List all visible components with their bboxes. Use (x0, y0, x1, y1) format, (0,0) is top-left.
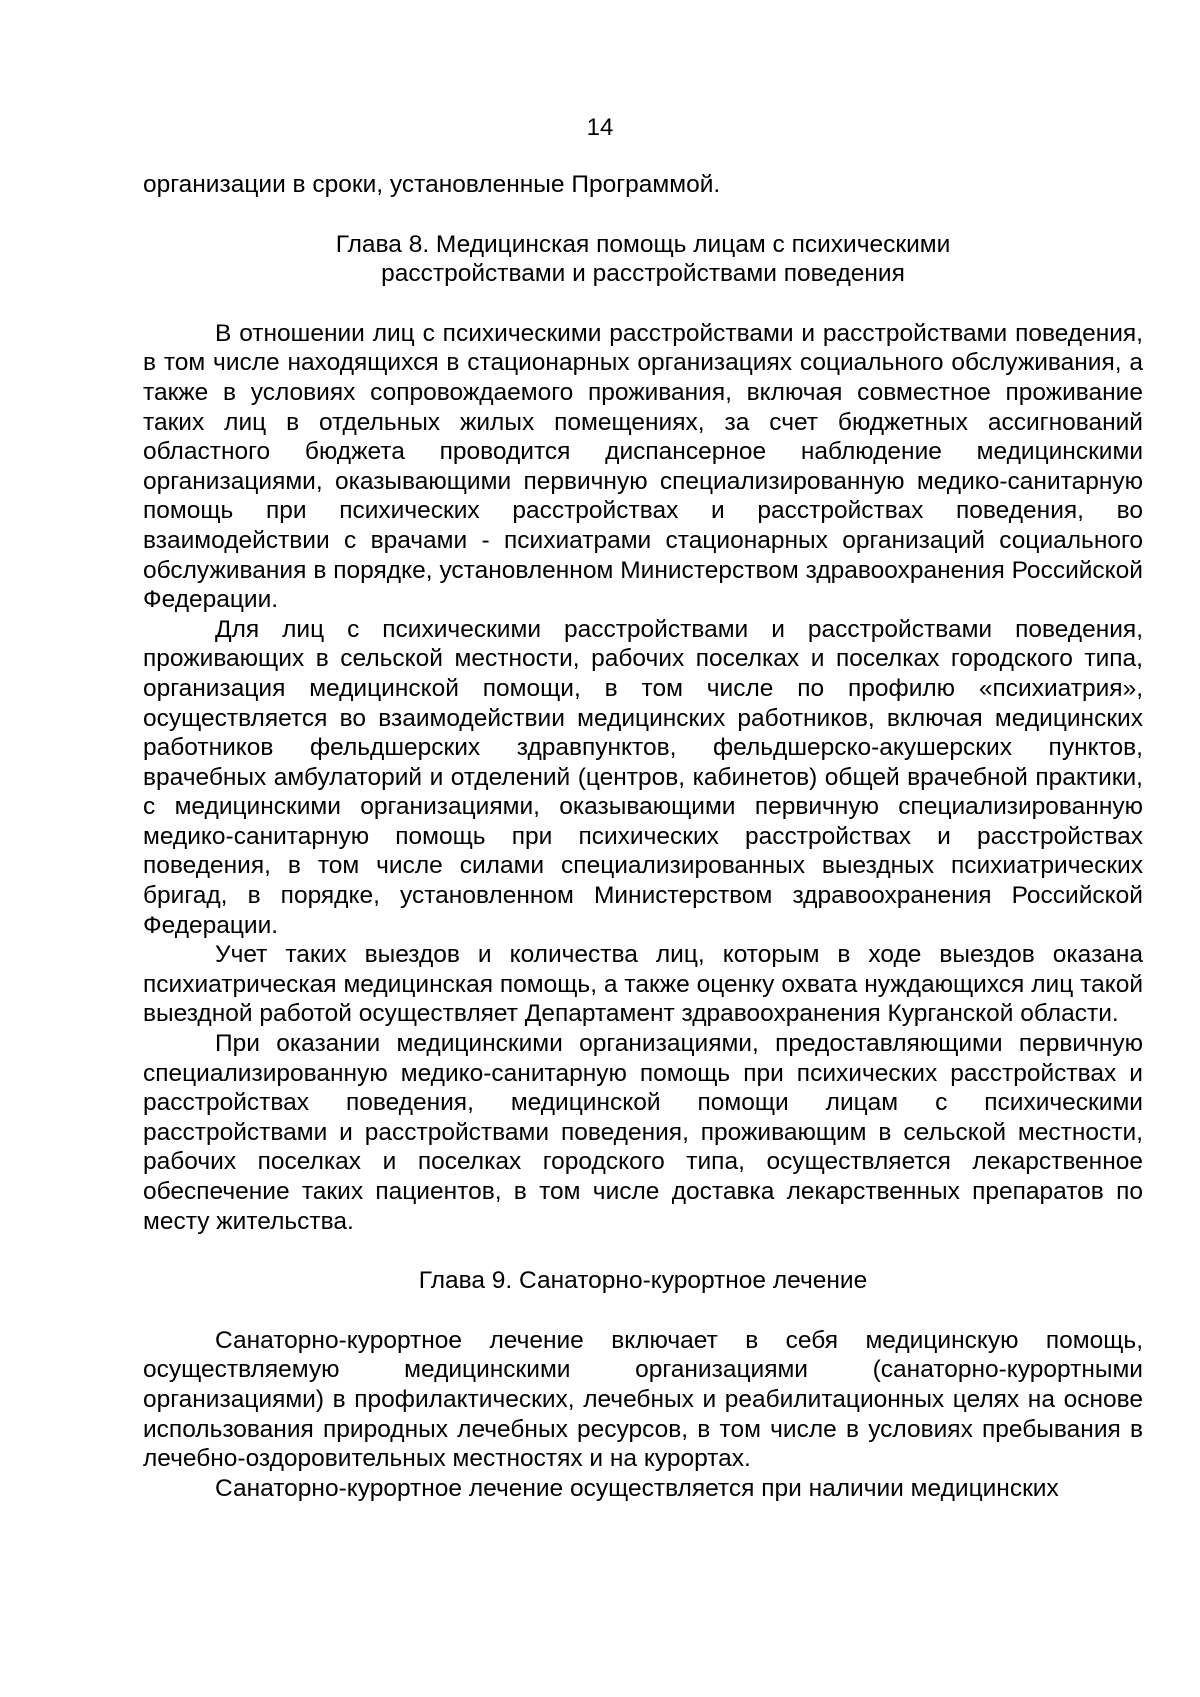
chapter-8-paragraph-2: Для лиц с психическими расстройствами и расстройствами поведения, проживающих в сельской местности, рабочих поселках и поселках городского типа, организация медицинской помощи, в том числе по профилю «психиатрия», осуществляется во взаимодействии медицинских работников, включая медицинских работников фельдшерских здравпунктов, фельдшерско-акушерских пунктов, врачебных амбулаторий и отделений (центров, кабинетов) общей врачебной практики, с медицинскими организациями, оказывающими первичную специализированную медико-санитарную помощь при психических расстройствах и расстройствах поведения, в том числе силами специализированных выездных психиатрических бригад, в порядке, установленном Министерством здравоохранения Российской Федерации. (143, 615, 1143, 939)
chapter-9-paragraph-1: Санаторно-курортное лечение включает в себя медицинскую помощь, осуществляемую медицинскими организациями (санаторно-курортными организациями) в профилактических, лечебных и реабилитационных целях на основе использования природных лечебных ресурсов, в том числе в условиях пребывания в лечебно-оздоровительных местностях и на курортах. (143, 1326, 1143, 1473)
continuation-text: организации в сроки, установленные Программой. (143, 171, 721, 198)
chapter-8-paragraph-3: Учет таких выездов и количества лиц, которым в ходе выездов оказана психиатрическая медицинская помощь, а также оценку охвата нуждающихся лиц такой выездной работой осуществляет Департамент здравоохранения Курганской области. (143, 941, 1143, 1028)
page-number: 14 (586, 114, 614, 141)
chapter-8-title-line-1: Глава 8. Медицинская помощь лицам с психическими (335, 230, 951, 258)
chapter-8-heading (143, 230, 1143, 289)
chapter-8-title-line-2: расстройствами и расстройствами поведения (381, 260, 905, 288)
document-body (143, 170, 1143, 1503)
chapter-8-paragraph-4: При оказании медицинскими организациями, предоставляющими первичную специализированную медико-санитарную помощь при психических расстройствах и расстройствах поведения, медицинской помощи лицам с психическими расстройствами и расстройствами поведения, проживающим в сельской местности, рабочих поселках и поселках городского типа, осуществляется лекарственное обеспечение таких пациентов, в том числе доставка лекарственных препаратов по месту жительства. (143, 1030, 1143, 1235)
chapter-9-paragraph-2: Санаторно-курортное лечение осуществляется при наличии медицинских (215, 1474, 1059, 1502)
chapter-8-paragraph-1: В отношении лиц с психическими расстройствами и расстройствами поведения, в том числе находящихся в стационарных организациях социального обслуживания, а также в условиях сопровождаемого проживания, включая совместное проживание таких лиц в отдельных жилых помещениях, за счет бюджетных ассигнований областного бюджета проводится диспансерное наблюдение медицинскими организациями, оказывающими первичную специализированную медико-санитарную помощь при психических расстройствах и расстройствах поведения, во взаимодействии с врачами - психиатрами стационарных организаций социального обслуживания в порядке, установленном Министерством здравоохранения Российской Федерации. (143, 319, 1143, 614)
chapter-9-heading: Глава 9. Санаторно-курортное лечение (418, 1267, 868, 1295)
